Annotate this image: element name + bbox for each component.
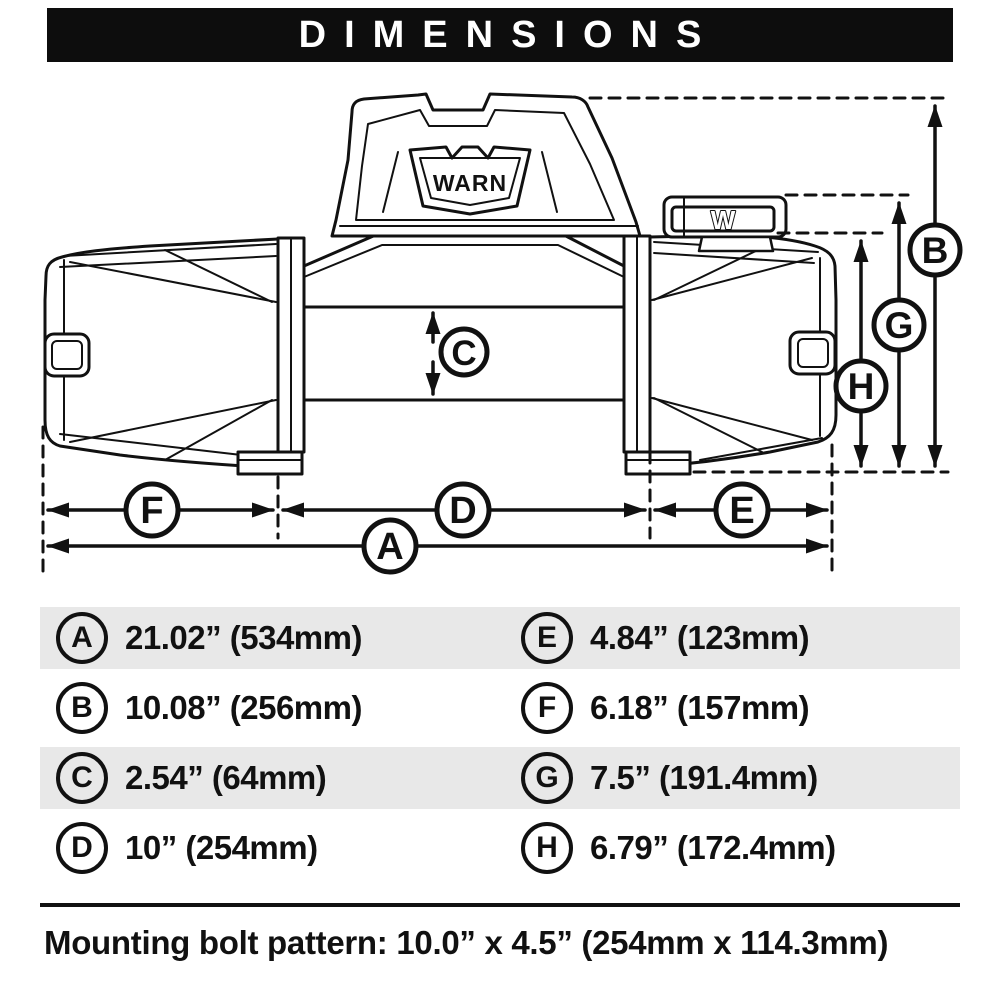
letter-badge-G: G bbox=[521, 752, 573, 804]
dimension-value-H: 6.79” (172.4mm) bbox=[590, 829, 836, 866]
dimension-value-E: 4.84” (123mm) bbox=[590, 619, 810, 656]
dimension-item-E bbox=[495, 612, 960, 664]
table-row bbox=[40, 747, 960, 809]
callout-letter-E: E bbox=[729, 490, 755, 532]
letter-badge-D: D bbox=[56, 822, 108, 874]
right-housing-tab bbox=[790, 332, 835, 374]
remote-logo-text: W bbox=[710, 205, 736, 235]
letter-badge-C: C bbox=[56, 752, 108, 804]
callout-letter-A: A bbox=[376, 526, 404, 568]
winch-dimensions-diagram bbox=[0, 85, 1000, 590]
dimension-value-C: 2.54” (64mm) bbox=[125, 759, 327, 796]
left-mounting-foot bbox=[238, 452, 302, 474]
page-title: DIMENSIONS bbox=[298, 13, 720, 56]
letter-badge-B: B bbox=[56, 682, 108, 734]
dimension-item-A bbox=[40, 612, 495, 664]
dimension-value-F: 6.18” (157mm) bbox=[590, 689, 810, 726]
dimensions-table bbox=[40, 607, 960, 887]
dimension-item-B bbox=[40, 682, 495, 734]
dimension-line-D bbox=[283, 484, 645, 536]
dimension-item-G bbox=[495, 752, 960, 804]
table-row bbox=[40, 607, 960, 669]
drum-hood bbox=[304, 234, 624, 277]
dimension-value-G: 7.5” (191.4mm) bbox=[590, 759, 818, 796]
callout-letter-D: D bbox=[449, 490, 477, 532]
letter-badge-A: A bbox=[56, 612, 108, 664]
dimension-line-F bbox=[48, 484, 273, 536]
callout-letter-F: F bbox=[140, 490, 164, 532]
dimension-value-A: 21.02” (534mm) bbox=[125, 619, 362, 656]
callout-letter-C: C bbox=[451, 334, 477, 373]
callout-letter-G: G bbox=[884, 305, 914, 346]
dimension-line-E bbox=[655, 484, 827, 536]
warn-logo-text: WARN bbox=[432, 170, 508, 196]
callout-letter-H: H bbox=[847, 366, 875, 407]
dimension-item-C bbox=[40, 752, 495, 804]
callout-letter-B: B bbox=[921, 230, 949, 271]
table-row bbox=[40, 677, 960, 739]
dimension-line-B bbox=[910, 106, 960, 466]
control-pack bbox=[332, 94, 640, 236]
dimension-value-D: 10” (254mm) bbox=[125, 829, 318, 866]
table-row bbox=[40, 817, 960, 879]
dimension-item-F bbox=[495, 682, 960, 734]
left-drum-support bbox=[278, 238, 304, 452]
right-mounting-foot bbox=[626, 452, 690, 474]
warn-badge bbox=[410, 147, 530, 214]
clutch-lever bbox=[45, 334, 89, 376]
right-drum-support bbox=[624, 236, 650, 452]
mounting-bolt-pattern-note: Mounting bolt pattern: 10.0” x 4.5” (254mm x 114.3mm) bbox=[44, 924, 889, 961]
letter-badge-F: F bbox=[521, 682, 573, 734]
winch-drawing bbox=[45, 94, 836, 474]
footer-divider bbox=[40, 903, 960, 907]
dimension-value-B: 10.08” (256mm) bbox=[125, 689, 362, 726]
dimension-item-D bbox=[40, 822, 495, 874]
letter-badge-E: E bbox=[521, 612, 573, 664]
header-bar bbox=[47, 8, 953, 62]
dimension-item-H bbox=[495, 822, 960, 874]
dimension-line-H bbox=[836, 241, 886, 466]
letter-badge-H: H bbox=[521, 822, 573, 874]
